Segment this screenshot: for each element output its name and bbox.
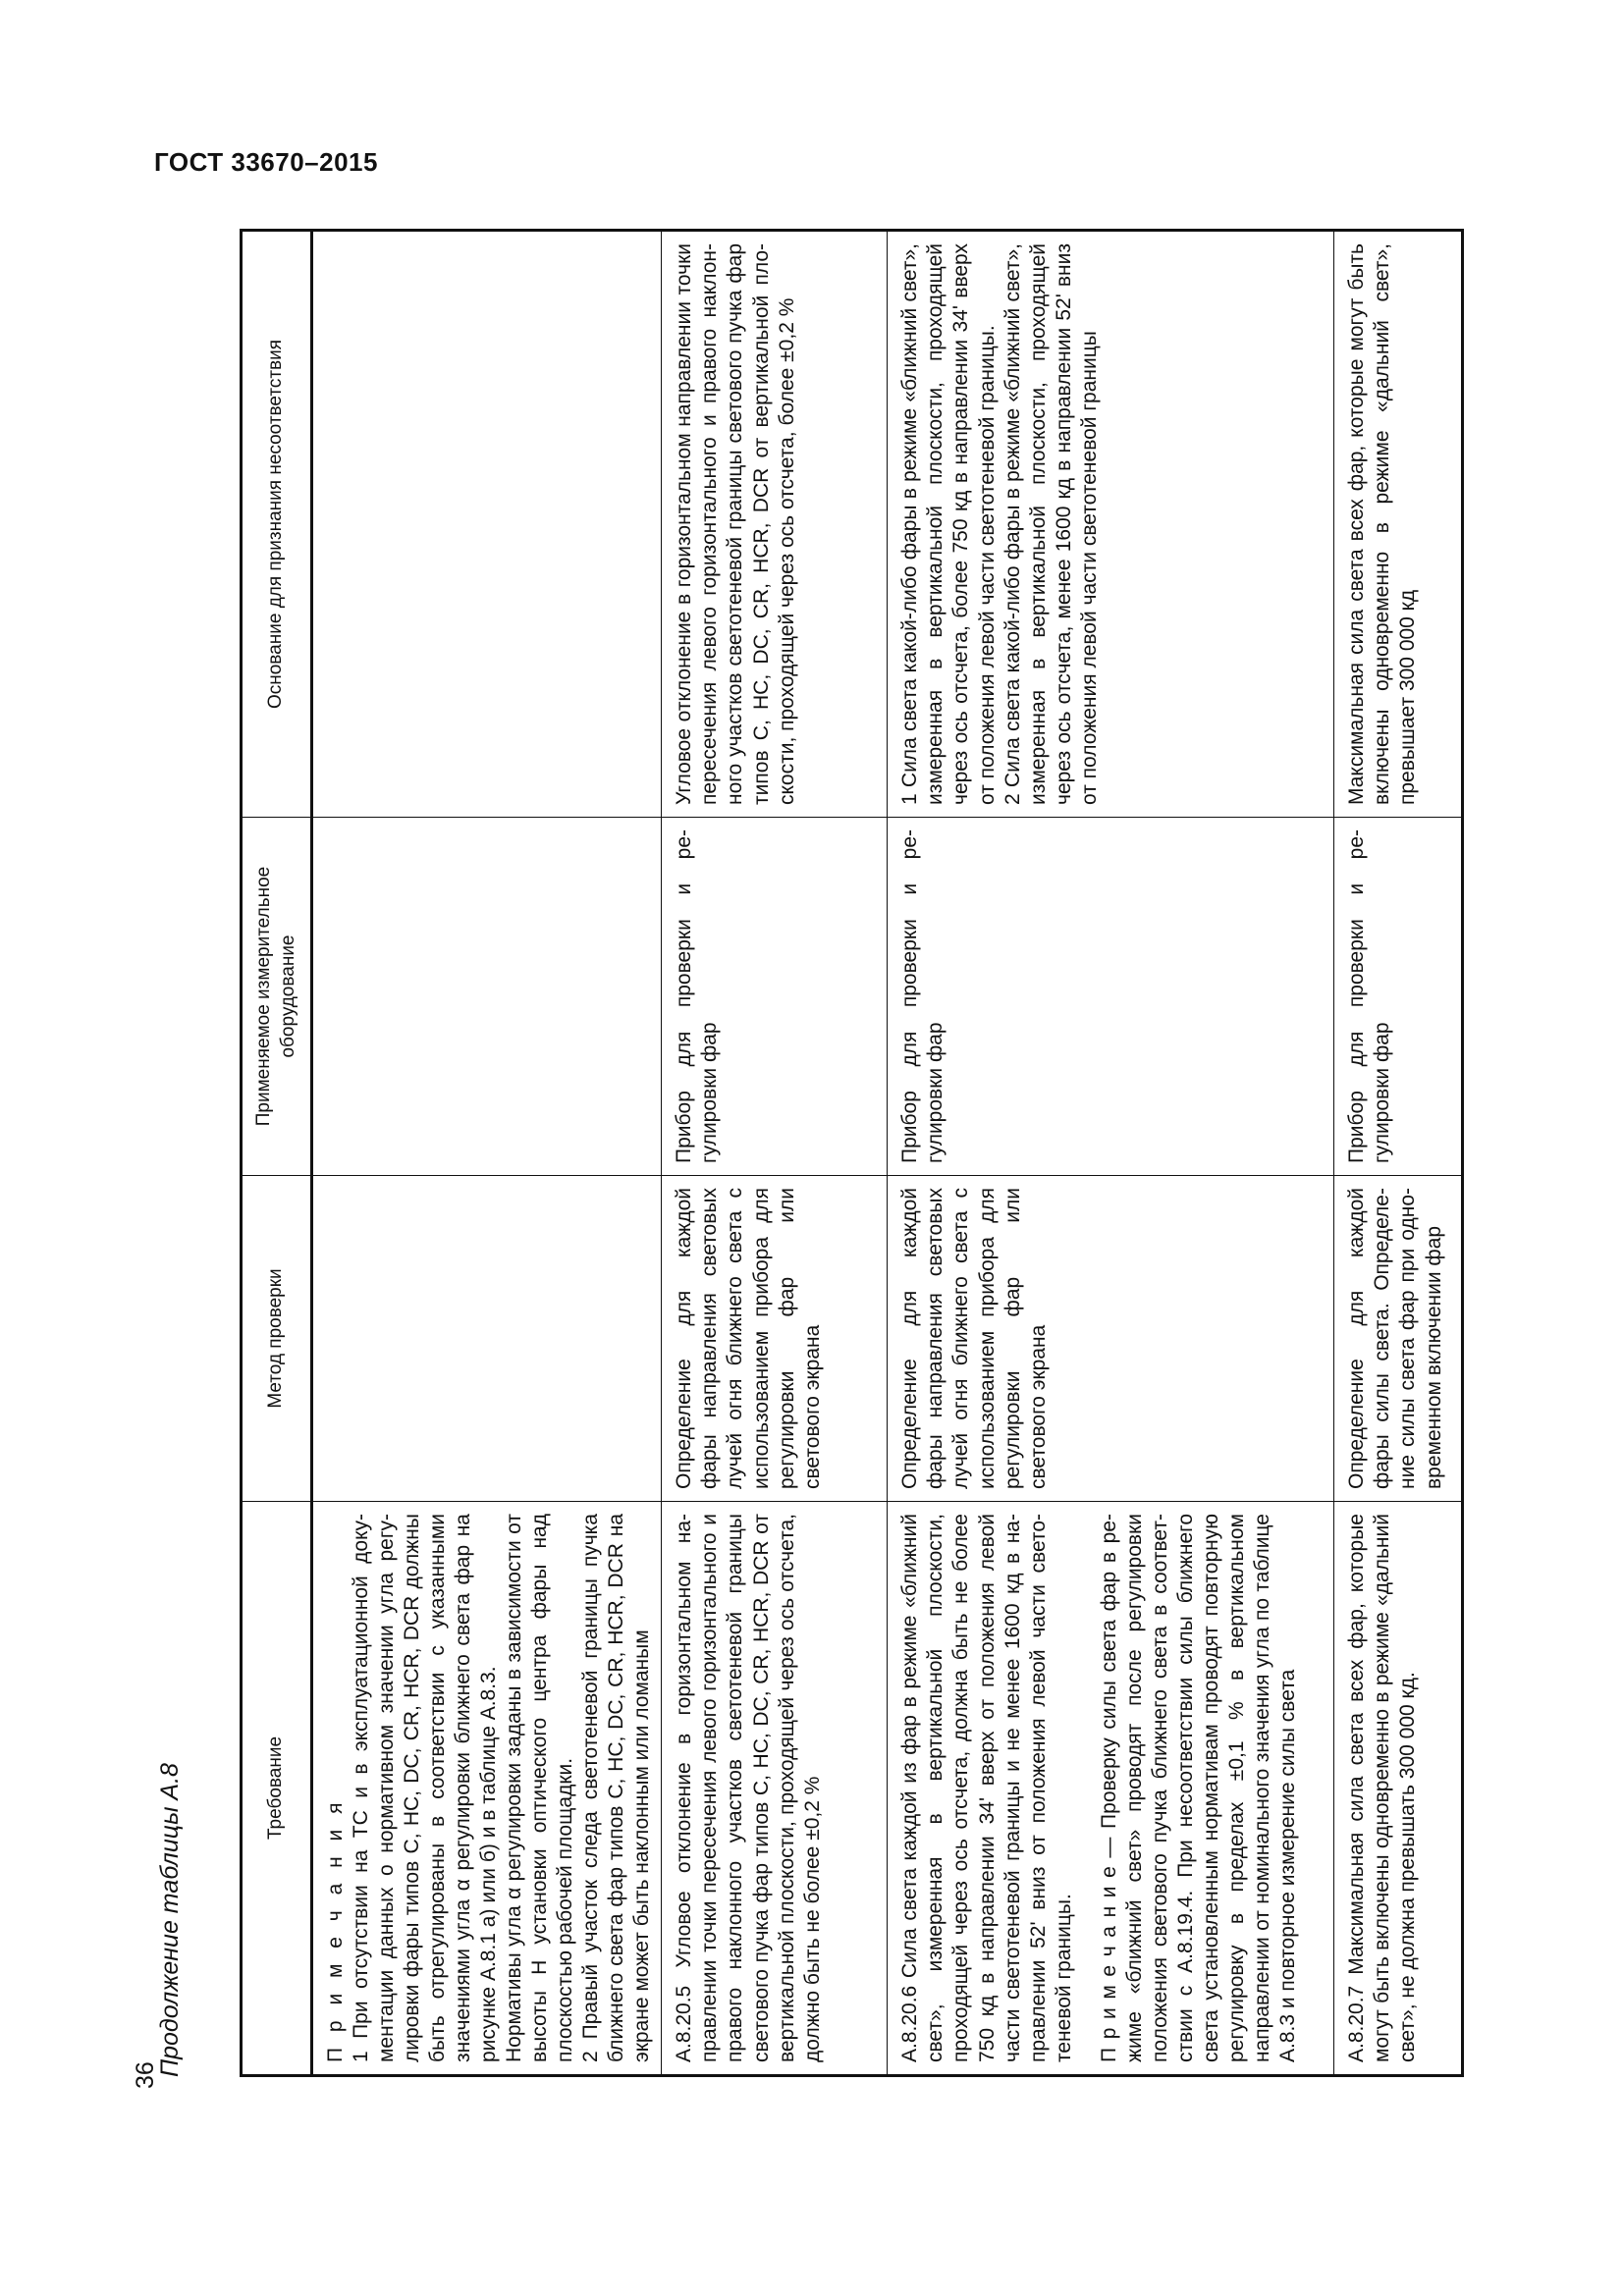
cell-nonconformity [662, 231, 888, 818]
document-title: ГОСТ 33670–2015 [154, 147, 378, 177]
note-1: 1 При отсутствии на ТС и в эксплуатационной документации данных о нормативном значении угла регулировки фары типов С, НС, DC, CR, HCR, DCR должны быть отрегулированы в соответствии с указанными значениями угла α регулировки ближнего света фар на рисунке А.8.1 а) или б) и в таблице А.8.3. [350, 1514, 501, 2062]
table-row [1334, 231, 1463, 2076]
cell-method: Определение для каждой фары силы света. Определение силы света фар при одновременном включении фар [1334, 1176, 1463, 1502]
table-container [240, 232, 1457, 2077]
cell-requirement [888, 1502, 1334, 2076]
table-row [662, 231, 888, 2076]
requirement-text: А.8.20.5 Угловое отклонение в горизонтальном направлении точки пересечения левого горизонтального и правого наклонного участков светотеневой границы светового пучка фар типов С, НС, DC, CR, HCR, DCR от вертикальной плоскости, проходящей через ось отсчета, должно быть не более ±0,2 % [673, 1514, 824, 2062]
note-1-continued: Нормативы угла α регулировки заданы в зависимости от высоты H установки оптического центра фары над плоскостью рабочей площадки. [503, 1514, 577, 2062]
nonconformity-text-2: 2 Сила света какой-либо фары в режиме «ближний свет», измеренная в вертикальной плоскости, проходящей через ось отсчета, менее 1600 кд в направлении 52' вниз от положения левой части светотеневой границы [1001, 243, 1101, 805]
cell-nonconformity [1334, 231, 1463, 818]
cell-requirement [662, 1502, 888, 2076]
cell-equipment: Прибор для проверки и регулировки фар [662, 818, 888, 1176]
notes-heading: П р и м е ч а н и я [324, 1797, 347, 2062]
col-header-method: Метод проверки [242, 1176, 312, 1502]
table-caption: Продолжение таблицы А.8 [156, 1763, 184, 2077]
table-header-row [242, 231, 312, 2076]
cell-method: Определение для каждой фары направления световых лучей огня ближнего света с использованием прибора для регулировки фар или светового экрана [662, 1176, 888, 1502]
requirement-text: А.8.20.6 Сила света каждой из фар в режиме «ближний свет», измеренная в вертикальной плоскости, проходящей через ось отсчета, должна быть не более 750 кд в направлении 34' вверх от положения левой части светотеневой границы и не менее 1600 кд в направлении 52' вниз от положения левой части светотеневой границы. [898, 1514, 1075, 2062]
cell-nonconformity [888, 231, 1334, 818]
requirement-text: А.8.20.7 Максимальная сила света всех фар, которые могут быть включены одновременно в режиме «дальний свет», не должна превышать 300 000 кд. [1345, 1514, 1420, 2062]
nonconformity-text-1: 1 Сила света какой-либо фары в режиме «ближний свет», измеренная в вертикальной плоскости, проходящей через ось отсчета, более 750 кд в направлении 34' вверх от положения левой части светотеневой границы. [898, 243, 999, 805]
cell-equipment [312, 818, 662, 1176]
table-row [312, 231, 662, 2076]
page-number: 36 [132, 2061, 159, 2089]
col-header-nonconformity: Основание для признания несоответствия [242, 231, 312, 818]
col-header-equipment: Применяемое измерительное оборудование [242, 818, 312, 1176]
requirements-table [240, 229, 1464, 2077]
requirement-note: П р и м е ч а н и е — Проверку силы света фар в режиме «ближний свет» проводят после регулировки положения светового пучка ближнего света в соответствии с А.8.19.4. При несоответствии силы ближнего света установленным нормативам проводят повторную регулировку в пределах ±0,1 % в вертикальном направлении от номинального значения угла по таблице А.8.3 и повторное измерение силы света [1097, 1514, 1299, 2062]
cell-method [312, 1176, 662, 1502]
cell-nonconformity [312, 231, 662, 818]
cell-requirement [312, 1502, 662, 2076]
cell-equipment: Прибор для проверки и регулировки фар [888, 818, 1334, 1176]
cell-method: Определение для каждой фары направления световых лучей огня ближнего света с использованием прибора для регулировки фар или светового экрана [888, 1176, 1334, 1502]
nonconformity-text: Максимальная сила света всех фар, которые могут быть включены одновременно в режиме «дальний свет», превышает 300 000 кд [1345, 243, 1420, 805]
table-row [888, 231, 1334, 2076]
cell-equipment: Прибор для проверки и регулировки фар [1334, 818, 1463, 1176]
cell-requirement [1334, 1502, 1463, 2076]
note-2: 2 Правый участок следа светотеневой границы пучка ближнего света фар типов С, НС, DC, CR, HCR, DCR на экране может быть наклонным или ломаным [579, 1514, 654, 2062]
nonconformity-text: Угловое отклонение в горизонтальном направлении точки пересечения левого горизонтального и правого наклонного участков светотеневой границы светового пучка фар типов С, НС, DC, CR, HCR, DCR от вертикальной плоскости, проходящей через ось отсчета, более ±0,2 % [673, 243, 798, 805]
col-header-requirement: Требование [242, 1502, 312, 2076]
